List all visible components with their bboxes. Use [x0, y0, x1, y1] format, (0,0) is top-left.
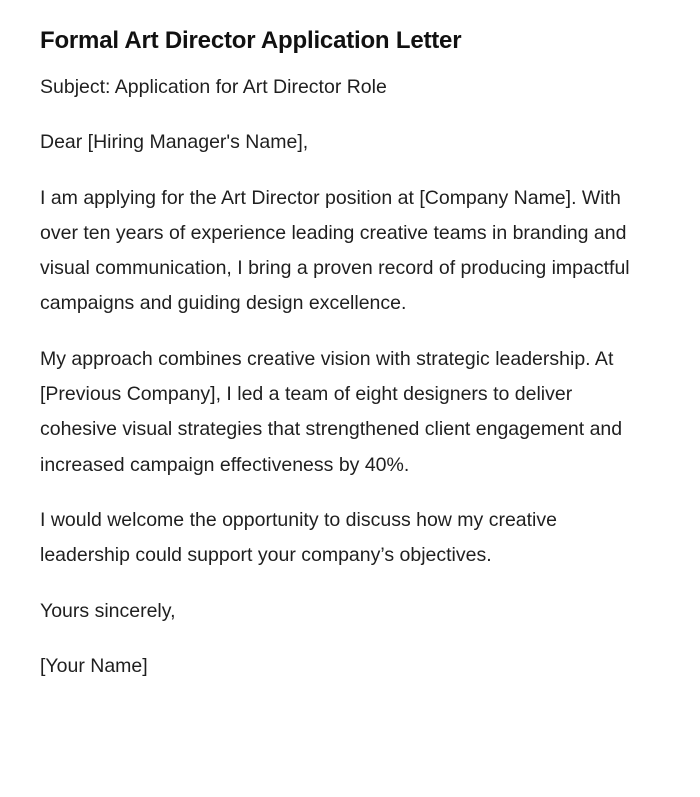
letter-document	[40, 24, 645, 684]
document-title: Formal Art Director Application Letter	[40, 27, 462, 54]
greeting: Dear [Hiring Manager's Name],	[40, 131, 309, 154]
body-paragraph-closing: I would welcome the opportunity to discuss how my creative leadership could support your company’s objectives.	[40, 508, 557, 567]
subject-line: Subject: Application for Art Director Role	[40, 76, 387, 98]
signature-name: [Your Name]	[40, 654, 148, 677]
body-paragraph-experience: My approach combines creative vision with strategic leadership. At [Previous Company], I led a team of eight designers to deliver cohesive visual strategies that strengthened client engagement and increased campaign effectiveness by 40%.	[40, 347, 623, 476]
closing-salutation: Yours sincerely,	[40, 599, 176, 622]
body-paragraph-intro: I am applying for the Art Director position at [Company Name]. With over ten years of experience leading creative teams in branding and visual communication, I bring a proven record of producing impactful campaigns and guiding design excellence.	[40, 186, 630, 315]
